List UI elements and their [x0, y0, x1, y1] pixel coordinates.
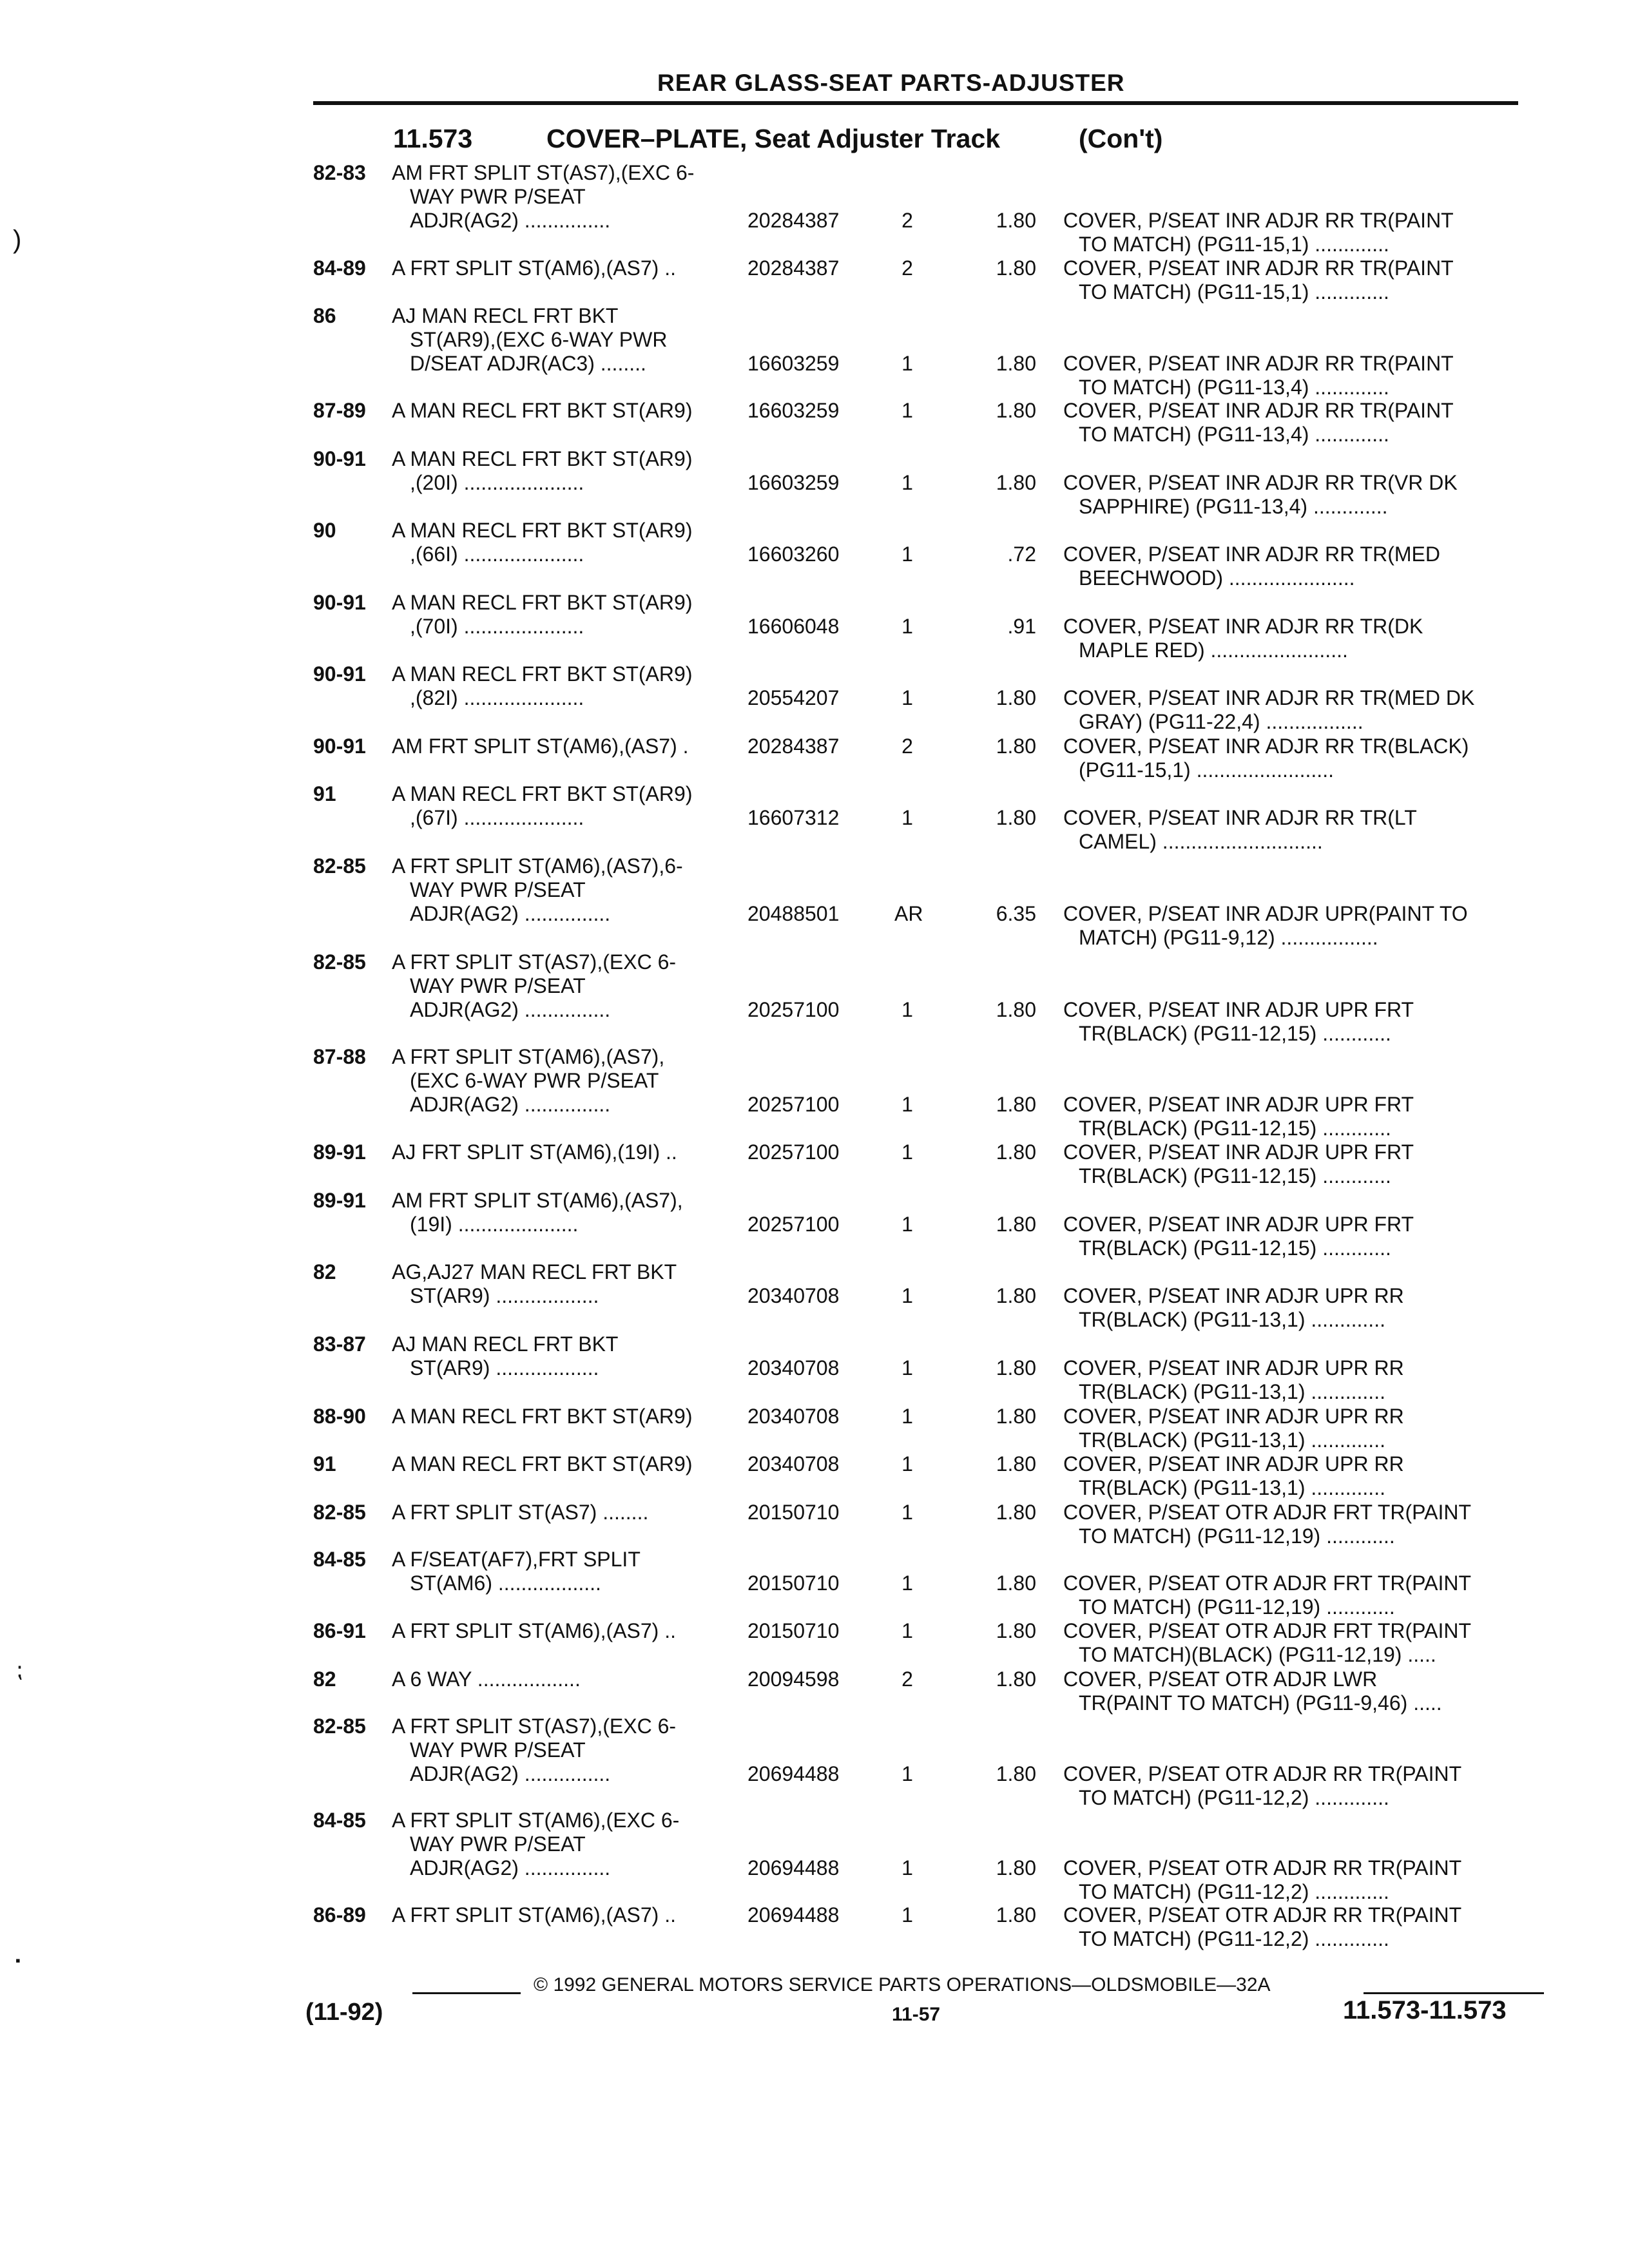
- description-line: (19I) .....................: [410, 1213, 579, 1236]
- application-description: [392, 1809, 747, 1880]
- part-number: 20257100: [747, 998, 840, 1021]
- part-description: [1063, 1452, 1527, 1500]
- price: .91: [1007, 615, 1036, 638]
- quantity: 1: [901, 998, 913, 1021]
- part-description-line: TR(BLACK) (PG11-13,1) .............: [1079, 1476, 1385, 1499]
- quantity: 1: [901, 1284, 913, 1307]
- description-line: A MAN RECL FRT BKT ST(AR9): [392, 519, 693, 542]
- part-description-line: COVER, P/SEAT INR ADJR UPR FRT: [1063, 1140, 1414, 1164]
- part-description: [1063, 1762, 1527, 1810]
- application-description: [392, 735, 747, 758]
- part-description-line: COVER, P/SEAT OTR ADJR LWR: [1063, 1667, 1378, 1691]
- part-description-line: COVER, P/SEAT INR ADJR UPR RR: [1063, 1356, 1404, 1379]
- price: 1.80: [996, 1356, 1036, 1379]
- quantity: 2: [901, 1667, 913, 1691]
- part-number: 16606048: [747, 615, 840, 638]
- footer-date: (11-92): [305, 1999, 383, 2026]
- part-description-line: COVER, P/SEAT INR ADJR RR TR(VR DK: [1063, 471, 1458, 494]
- part-description-line: COVER, P/SEAT INR ADJR UPR RR: [1063, 1284, 1404, 1307]
- description-line: A MAN RECL FRT BKT ST(AR9): [392, 782, 693, 805]
- model-years: 90-91: [313, 591, 366, 614]
- price: 1.80: [996, 1501, 1036, 1524]
- description-line: (EXC 6-WAY PWR P/SEAT: [410, 1069, 659, 1092]
- section-continued: (Con't): [1079, 124, 1163, 153]
- model-years: 91: [313, 782, 336, 805]
- application-description: [392, 161, 747, 233]
- part-description-line: TR(BLACK) (PG11-13,1) .............: [1079, 1380, 1385, 1403]
- description-line: A FRT SPLIT ST(AM6),(AS7),6-: [392, 854, 683, 878]
- price: .72: [1007, 543, 1036, 566]
- price: 1.80: [996, 399, 1036, 422]
- price: 1.80: [996, 806, 1036, 829]
- description-line: WAY PWR P/SEAT: [410, 878, 586, 901]
- description-line: A FRT SPLIT ST(AS7),(EXC 6-: [392, 1715, 677, 1738]
- part-description-line: TO MATCH) (PG11-12,2) .............: [1079, 1786, 1389, 1809]
- application-description: [392, 782, 747, 830]
- model-years: 89-91: [313, 1189, 366, 1212]
- price: 1.80: [996, 1856, 1036, 1879]
- part-number: 16603260: [747, 543, 840, 566]
- model-years: 82-85: [313, 854, 366, 878]
- part-description-line: SAPPHIRE) (PG11-13,4) .............: [1079, 495, 1388, 518]
- part-description: [1063, 686, 1527, 734]
- description-line: A FRT SPLIT ST(AS7),(EXC 6-: [392, 950, 677, 974]
- description-line: A MAN RECL FRT BKT ST(AR9): [392, 1452, 693, 1475]
- model-years: 82-85: [313, 1501, 366, 1524]
- application-description: [392, 1501, 747, 1524]
- quantity: 1: [901, 1903, 913, 1927]
- description-line: A FRT SPLIT ST(AS7) ........: [392, 1501, 649, 1524]
- quantity: 1: [901, 352, 913, 375]
- description-line: D/SEAT ADJR(AC3) ........: [410, 352, 646, 375]
- part-number: 20257100: [747, 1213, 840, 1236]
- application-description: [392, 1715, 747, 1786]
- part-number: 16603259: [747, 399, 840, 422]
- application-description: [392, 591, 747, 639]
- description-line: AM FRT SPLIT ST(AM6),(AS7) .: [392, 735, 689, 758]
- application-description: [392, 1045, 747, 1117]
- quantity: 2: [901, 209, 913, 232]
- part-description-line: TR(BLACK) (PG11-13,1) .............: [1079, 1428, 1385, 1452]
- price: 1.80: [996, 256, 1036, 280]
- quantity: 1: [901, 1356, 913, 1379]
- price: 1.80: [996, 1903, 1036, 1927]
- model-years: 90-91: [313, 662, 366, 686]
- model-years: 83-87: [313, 1332, 366, 1356]
- part-description-line: TR(BLACK) (PG11-12,15) ............: [1079, 1022, 1391, 1045]
- model-years: 90-91: [313, 447, 366, 470]
- model-years: 82: [313, 1667, 336, 1691]
- part-description-line: TR(PAINT TO MATCH) (PG11-9,46) .....: [1079, 1691, 1442, 1715]
- part-description-line: COVER, P/SEAT INR ADJR RR TR(DK: [1063, 615, 1423, 638]
- price: 1.80: [996, 1667, 1036, 1691]
- description-line: WAY PWR P/SEAT: [410, 1738, 586, 1762]
- part-number: 20694488: [747, 1762, 840, 1785]
- application-description: [392, 854, 747, 926]
- quantity: 1: [901, 1501, 913, 1524]
- description-line: ADJR(AG2) ...............: [410, 902, 611, 925]
- model-years: 82-83: [313, 161, 366, 184]
- part-description-line: GRAY) (PG11-22,4) .................: [1079, 710, 1364, 733]
- part-description-line: COVER, P/SEAT INR ADJR RR TR(MED DK: [1063, 686, 1475, 709]
- margin-mark: ▪: [15, 1952, 21, 1968]
- price: 1.80: [996, 1571, 1036, 1595]
- part-description-line: COVER, P/SEAT INR ADJR RR TR(PAINT: [1063, 399, 1454, 422]
- footer-copyright: © 1992 GENERAL MOTORS SERVICE PARTS OPERATIONS—OLDSMOBILE—32A: [534, 1974, 1271, 1995]
- model-years: 88-90: [313, 1405, 366, 1428]
- quantity: 1: [901, 1452, 913, 1475]
- application-description: [392, 1452, 747, 1476]
- part-description-line: (PG11-15,1) ........................: [1079, 758, 1334, 782]
- part-number: 20284387: [747, 256, 840, 280]
- quantity: 2: [901, 256, 913, 280]
- price: 1.80: [996, 998, 1036, 1021]
- model-years: 90-91: [313, 735, 366, 758]
- part-description-line: COVER, P/SEAT INR ADJR RR TR(PAINT: [1063, 256, 1454, 280]
- description-line: AJ MAN RECL FRT BKT: [392, 1332, 619, 1356]
- part-description-line: COVER, P/SEAT INR ADJR UPR(PAINT TO: [1063, 902, 1468, 925]
- description-line: ,(67I) .....................: [410, 806, 584, 829]
- part-number: 20340708: [747, 1405, 840, 1428]
- quantity: 1: [901, 471, 913, 494]
- part-number: 20257100: [747, 1093, 840, 1116]
- description-line: ,(20I) .....................: [410, 471, 584, 494]
- price: 1.80: [996, 1452, 1036, 1475]
- application-description: [392, 519, 747, 566]
- application-description: [392, 1189, 747, 1236]
- description-line: WAY PWR P/SEAT: [410, 1832, 586, 1856]
- part-description: [1063, 471, 1527, 519]
- part-description: [1063, 1405, 1527, 1452]
- part-description-line: TO MATCH) (PG11-12,2) .............: [1079, 1927, 1389, 1950]
- part-description: [1063, 1501, 1527, 1548]
- description-line: AJ MAN RECL FRT BKT: [392, 304, 619, 327]
- description-line: WAY PWR P/SEAT: [410, 185, 586, 208]
- part-description: [1063, 1856, 1527, 1904]
- part-description-line: COVER, P/SEAT INR ADJR UPR FRT: [1063, 998, 1414, 1021]
- application-description: [392, 399, 747, 423]
- margin-mark: ⁏: [15, 1658, 23, 1682]
- application-description: [392, 1140, 747, 1164]
- part-number: 20150710: [747, 1501, 840, 1524]
- description-line: ADJR(AG2) ...............: [410, 209, 611, 232]
- price: 1.80: [996, 209, 1036, 232]
- description-line: ST(AR9),(EXC 6-WAY PWR: [410, 328, 668, 351]
- price: 1.80: [996, 1762, 1036, 1785]
- quantity: 1: [901, 1762, 913, 1785]
- quantity: 1: [901, 1405, 913, 1428]
- model-years: 82: [313, 1260, 336, 1283]
- footer-rule-right: [1364, 1992, 1544, 1994]
- part-number: 20694488: [747, 1856, 840, 1879]
- part-description-line: COVER, P/SEAT INR ADJR RR TR(PAINT: [1063, 209, 1454, 232]
- price: 1.80: [996, 1405, 1036, 1428]
- quantity: 1: [901, 1140, 913, 1164]
- description-line: ST(AM6) ..................: [410, 1571, 601, 1595]
- description-line: A MAN RECL FRT BKT ST(AR9): [392, 399, 693, 422]
- price: 1.80: [996, 1284, 1036, 1307]
- description-line: A FRT SPLIT ST(AM6),(AS7),: [392, 1045, 665, 1068]
- quantity: 1: [901, 1571, 913, 1595]
- description-line: ADJR(AG2) ...............: [410, 1093, 611, 1116]
- part-description-line: TO MATCH) (PG11-13,4) .............: [1079, 423, 1389, 446]
- model-years: 82-85: [313, 1715, 366, 1738]
- quantity: 1: [901, 399, 913, 422]
- quantity: 1: [901, 1619, 913, 1642]
- part-description-line: COVER, P/SEAT OTR ADJR RR TR(PAINT: [1063, 1762, 1462, 1785]
- application-description: [392, 1619, 747, 1643]
- model-years: 86-89: [313, 1903, 366, 1927]
- part-description-line: COVER, P/SEAT INR ADJR RR TR(BLACK): [1063, 735, 1469, 758]
- part-description: [1063, 998, 1527, 1046]
- part-description-line: COVER, P/SEAT INR ADJR RR TR(PAINT: [1063, 352, 1454, 375]
- quantity: 1: [901, 543, 913, 566]
- part-description-line: COVER, P/SEAT INR ADJR UPR FRT: [1063, 1213, 1414, 1236]
- model-years: 90: [313, 519, 336, 542]
- model-years: 82-85: [313, 950, 366, 974]
- part-number: 20257100: [747, 1140, 840, 1164]
- description-line: A MAN RECL FRT BKT ST(AR9): [392, 447, 693, 470]
- price: 6.35: [996, 902, 1036, 925]
- description-line: ,(70I) .....................: [410, 615, 584, 638]
- footer-section-range: 11.573-11.573: [1343, 1996, 1507, 2024]
- footer-rule-left: [412, 1992, 521, 1994]
- description-line: A F/SEAT(AF7),FRT SPLIT: [392, 1548, 641, 1571]
- application-description: [392, 1903, 747, 1927]
- page-header-title: REAR GLASS-SEAT PARTS-ADJUSTER: [657, 70, 1125, 96]
- model-years: 87-88: [313, 1045, 366, 1068]
- description-line: A MAN RECL FRT BKT ST(AR9): [392, 591, 693, 614]
- description-line: AJ FRT SPLIT ST(AM6),(19I) ..: [392, 1140, 677, 1164]
- description-line: ADJR(AG2) ...............: [410, 998, 611, 1021]
- model-years: 87-89: [313, 399, 366, 422]
- part-description-line: TR(BLACK) (PG11-12,15) ............: [1079, 1164, 1391, 1187]
- part-description: [1063, 399, 1527, 447]
- application-description: [392, 1260, 747, 1308]
- part-number: 20554207: [747, 686, 840, 709]
- model-years: 91: [313, 1452, 336, 1475]
- part-description-line: COVER, P/SEAT INR ADJR RR TR(LT: [1063, 806, 1417, 829]
- part-description-line: TR(BLACK) (PG11-13,1) .............: [1079, 1308, 1385, 1331]
- part-number: 20694488: [747, 1903, 840, 1927]
- part-description-line: TO MATCH) (PG11-12,2) .............: [1079, 1880, 1389, 1903]
- part-description: [1063, 1903, 1527, 1951]
- part-number: 16603259: [747, 352, 840, 375]
- part-description: [1063, 1093, 1527, 1140]
- part-description-line: COVER, P/SEAT INR ADJR UPR RR: [1063, 1405, 1404, 1428]
- part-number: 20488501: [747, 902, 840, 925]
- part-description: [1063, 615, 1527, 662]
- part-description-line: COVER, P/SEAT OTR ADJR RR TR(PAINT: [1063, 1856, 1462, 1879]
- part-description-line: TO MATCH) (PG11-15,1) .............: [1079, 233, 1389, 256]
- part-description-line: TR(BLACK) (PG11-12,15) ............: [1079, 1236, 1391, 1260]
- part-number: 16603259: [747, 471, 840, 494]
- model-years: 84-85: [313, 1809, 366, 1832]
- quantity: 2: [901, 735, 913, 758]
- model-years: 84-89: [313, 256, 366, 280]
- description-line: A FRT SPLIT ST(AM6),(AS7) ..: [392, 1619, 676, 1642]
- price: 1.80: [996, 352, 1036, 375]
- part-description-line: TO MATCH) (PG11-12,19) ............: [1079, 1595, 1395, 1619]
- part-number: 20340708: [747, 1452, 840, 1475]
- part-description: [1063, 902, 1527, 950]
- application-description: [392, 950, 747, 1022]
- description-line: ,(82I) .....................: [410, 686, 584, 709]
- part-description: [1063, 352, 1527, 399]
- part-description: [1063, 1356, 1527, 1404]
- price: 1.80: [996, 1093, 1036, 1116]
- part-number: 20284387: [747, 209, 840, 232]
- part-description-line: COVER, P/SEAT INR ADJR RR TR(MED: [1063, 543, 1440, 566]
- part-description-line: COVER, P/SEAT OTR ADJR RR TR(PAINT: [1063, 1903, 1462, 1927]
- footer-page-number: 11-57: [892, 2004, 941, 2025]
- part-description: [1063, 543, 1527, 590]
- section-title: COVER–PLATE, Seat Adjuster Track: [546, 124, 1001, 153]
- description-line: AM FRT SPLIT ST(AS7),(EXC 6-: [392, 161, 695, 184]
- description-line: ,(66I) .....................: [410, 543, 584, 566]
- application-description: [392, 1667, 747, 1691]
- part-description-line: TR(BLACK) (PG11-12,15) ............: [1079, 1117, 1391, 1140]
- part-number: 20284387: [747, 735, 840, 758]
- description-line: WAY PWR P/SEAT: [410, 974, 586, 997]
- model-years: 84-85: [313, 1548, 366, 1571]
- description-line: AM FRT SPLIT ST(AM6),(AS7),: [392, 1189, 683, 1212]
- part-description-line: CAMEL) ............................: [1079, 830, 1323, 853]
- part-description-line: COVER, P/SEAT INR ADJR UPR FRT: [1063, 1093, 1414, 1116]
- part-number: 20150710: [747, 1619, 840, 1642]
- part-number: 16607312: [747, 806, 840, 829]
- part-description-line: COVER, P/SEAT OTR ADJR FRT TR(PAINT: [1063, 1501, 1471, 1524]
- description-line: ST(AR9) ..................: [410, 1284, 599, 1307]
- part-number: 20340708: [747, 1284, 840, 1307]
- price: 1.80: [996, 1140, 1036, 1164]
- part-description: [1063, 1667, 1527, 1715]
- price: 1.80: [996, 686, 1036, 709]
- quantity: 1: [901, 686, 913, 709]
- margin-mark: ): [13, 226, 22, 254]
- description-line: AG,AJ27 MAN RECL FRT BKT: [392, 1260, 677, 1283]
- application-description: [392, 447, 747, 495]
- description-line: A MAN RECL FRT BKT ST(AR9): [392, 1405, 693, 1428]
- application-description: [392, 662, 747, 710]
- part-description-line: TO MATCH) (PG11-15,1) .............: [1079, 280, 1389, 303]
- part-description: [1063, 256, 1527, 304]
- description-line: ADJR(AG2) ...............: [410, 1762, 611, 1785]
- description-line: A FRT SPLIT ST(AM6),(AS7) ..: [392, 256, 676, 280]
- part-description: [1063, 1619, 1527, 1667]
- model-years: 89-91: [313, 1140, 366, 1164]
- part-number: 20340708: [747, 1356, 840, 1379]
- part-number: 20150710: [747, 1571, 840, 1595]
- part-number: 20094598: [747, 1667, 840, 1691]
- part-description: [1063, 806, 1527, 854]
- quantity: AR: [894, 902, 923, 925]
- part-description: [1063, 1571, 1527, 1619]
- model-years: 86: [313, 304, 336, 327]
- application-description: [392, 1405, 747, 1428]
- application-description: [392, 1548, 747, 1595]
- application-description: [392, 256, 747, 280]
- part-description-line: TO MATCH)(BLACK) (PG11-12,19) .....: [1079, 1643, 1436, 1666]
- description-line: A FRT SPLIT ST(AM6),(AS7) ..: [392, 1903, 676, 1927]
- quantity: 1: [901, 1093, 913, 1116]
- application-description: [392, 304, 747, 376]
- description-line: A 6 WAY ..................: [392, 1667, 581, 1691]
- section-number: 11.573: [393, 124, 473, 153]
- part-description: [1063, 1140, 1527, 1188]
- application-description: [392, 1332, 747, 1380]
- price: 1.80: [996, 1213, 1036, 1236]
- part-description-line: COVER, P/SEAT OTR ADJR FRT TR(PAINT: [1063, 1571, 1471, 1595]
- part-description-line: BEECHWOOD) ......................: [1079, 566, 1355, 590]
- quantity: 1: [901, 615, 913, 638]
- description-line: ST(AR9) ..................: [410, 1356, 599, 1379]
- price: 1.80: [996, 735, 1036, 758]
- part-description-line: MATCH) (PG11-9,12) .................: [1079, 926, 1378, 949]
- quantity: 1: [901, 1856, 913, 1879]
- description-line: A MAN RECL FRT BKT ST(AR9): [392, 662, 693, 686]
- description-line: ADJR(AG2) ...............: [410, 1856, 611, 1879]
- header-rule: [313, 101, 1518, 105]
- part-description-line: TO MATCH) (PG11-12,19) ............: [1079, 1524, 1395, 1548]
- price: 1.80: [996, 1619, 1036, 1642]
- part-description-line: MAPLE RED) ........................: [1079, 639, 1348, 662]
- description-line: A FRT SPLIT ST(AM6),(EXC 6-: [392, 1809, 680, 1832]
- model-years: 86-91: [313, 1619, 366, 1642]
- part-description-line: COVER, P/SEAT OTR ADJR FRT TR(PAINT: [1063, 1619, 1471, 1642]
- part-description: [1063, 1213, 1527, 1260]
- part-description-line: COVER, P/SEAT INR ADJR UPR RR: [1063, 1452, 1404, 1475]
- quantity: 1: [901, 1213, 913, 1236]
- part-description: [1063, 209, 1527, 256]
- part-description-line: TO MATCH) (PG11-13,4) .............: [1079, 376, 1389, 399]
- quantity: 1: [901, 806, 913, 829]
- price: 1.80: [996, 471, 1036, 494]
- part-description: [1063, 1284, 1527, 1332]
- part-description: [1063, 735, 1527, 782]
